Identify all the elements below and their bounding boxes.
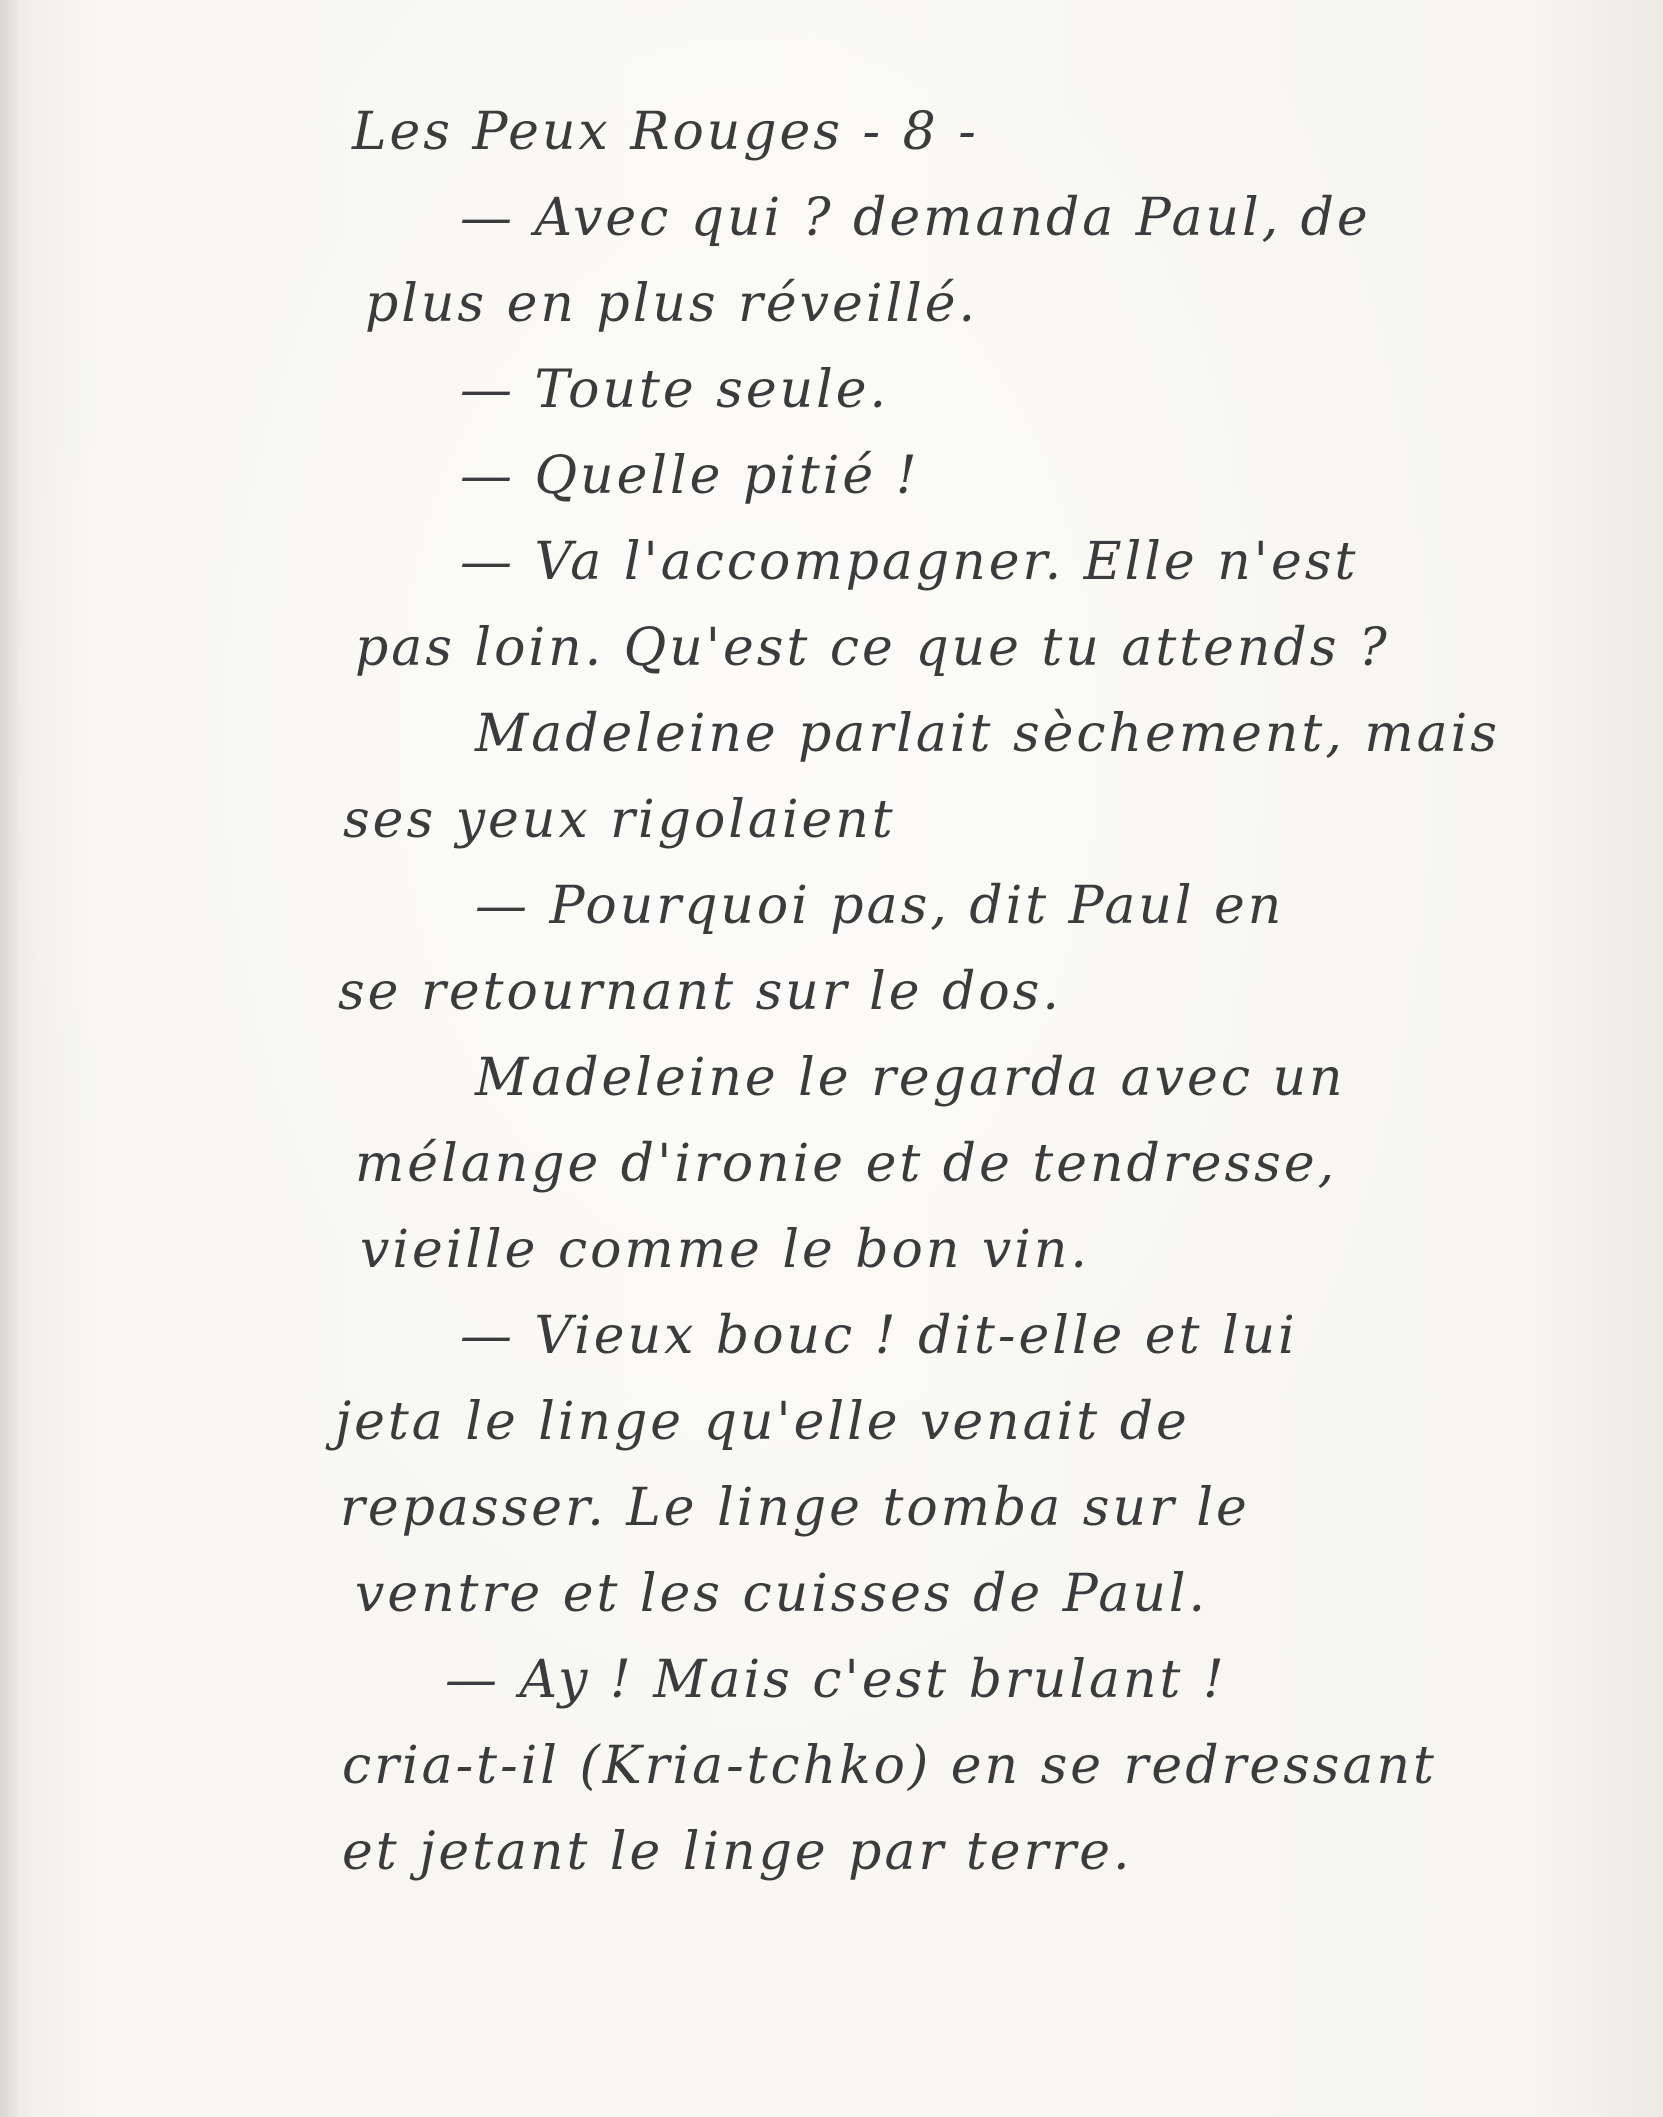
text-line: ventre et les cuisses de Paul. [355, 1564, 1209, 1624]
text-line: mélange d'ironie et de tendresse, [355, 1134, 1338, 1194]
text-line: — Ay ! Mais c'est brulant ! [445, 1650, 1227, 1710]
text-line: et jetant le linge par terre. [342, 1822, 1133, 1882]
text-line: Madeleine parlait sèchement, mais [475, 704, 1500, 764]
text-line: — Pourquoi pas, dit Paul en [475, 876, 1285, 936]
text-line: vieille comme le bon vin. [360, 1220, 1090, 1280]
text-line: ses yeux rigolaient [343, 790, 896, 850]
text-line: — Toute seule. [460, 360, 890, 420]
text-line: — Avec qui ? demanda Paul, de [460, 188, 1371, 248]
text-line: — Va l'accompagner. Elle n'est [460, 532, 1359, 592]
text-line: jeta le linge qu'elle venait de [335, 1392, 1190, 1452]
text-line: pas loin. Qu'est ce que tu attends ? [355, 618, 1390, 678]
text-line: — Vieux bouc ! dit-elle et lui [460, 1306, 1298, 1366]
page-header-line: Les Peux Rouges - 8 - [352, 102, 979, 162]
text-line: — Quelle pitié ! [460, 446, 920, 506]
text-line: cria-t-il (Kria-tchko) en se redressant [342, 1736, 1437, 1796]
text-line: se retournant sur le dos. [338, 962, 1062, 1022]
text-line: plus en plus réveillé. [365, 274, 979, 334]
text-line: Madeleine le regarda avec un [475, 1048, 1346, 1108]
text-line: repasser. Le linge tomba sur le [340, 1478, 1250, 1538]
